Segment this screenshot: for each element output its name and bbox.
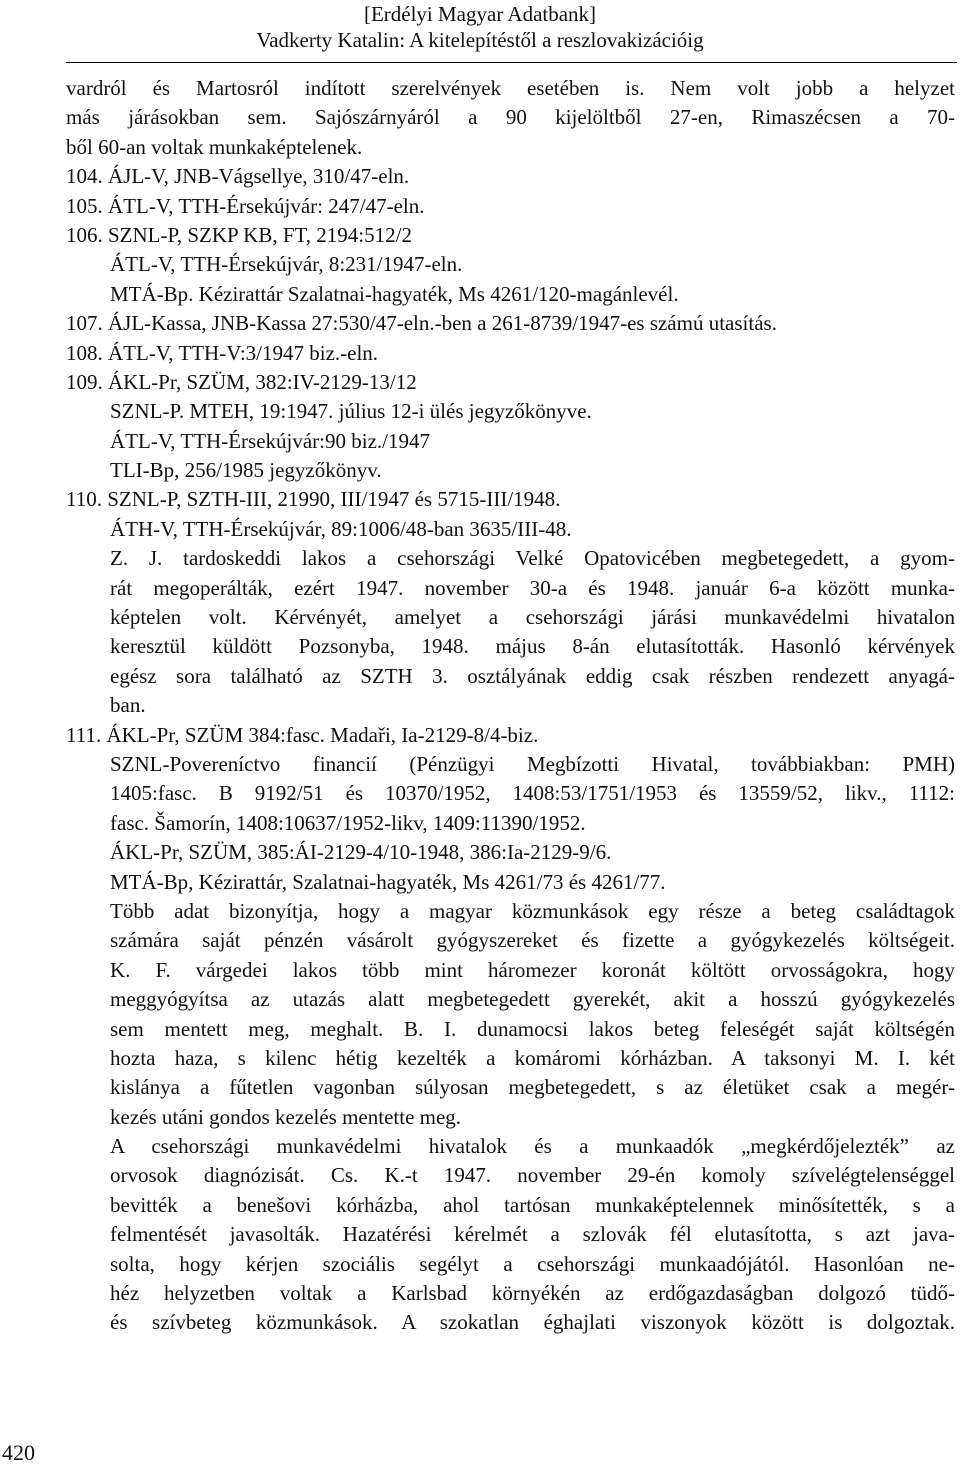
- text-line: SZNL-Povereníctvo financií (Pénzügyi Megbízotti Hivatal, továbbiakban: PMH): [110, 751, 955, 776]
- text-line: orvosok diagnózisát. Cs. K.-t 1947. november 29-én komoly szívelégtelenséggel: [110, 1163, 955, 1188]
- text-line: SZNL-P. MTEH, 19:1947. július 12-i ülés jegyzőkönyve.: [110, 399, 592, 424]
- text-line: felmentését javasolták. Hazatérési kérelmét a szlovák fél elutasította, s azt java-: [110, 1222, 955, 1247]
- text-line: 106. SZNL-P, SZKP KB, FT, 2194:512/2: [66, 222, 412, 247]
- text-line: Több adat bizonyítja, hogy a magyar közmunkások egy része a beteg családtagok: [110, 898, 955, 923]
- text-line: meggyógyítsa az utazás alatt megbetegedett gyerekét, akit a hosszú gyógykezelés: [110, 987, 955, 1012]
- text-line: hozta haza, s kilenc hétig kezelték a komáromi kórházban. A taksonyi M. I. két: [110, 1045, 955, 1070]
- header-title: Vadkerty Katalin: A kitelepítéstől a reszlovakizációig: [256, 28, 704, 52]
- text-line: kislánya a fűtetlen vagonban súlyosan megbetegedett, s az életüket csak a megér-: [110, 1075, 955, 1100]
- text-line: 108. ÁTL-V, TTH-V:3/1947 biz.-eln.: [66, 340, 379, 365]
- header-source: [Erdélyi Magyar Adatbank]: [363, 2, 597, 26]
- body-text: [66, 74, 955, 1338]
- text-line: TLI-Bp, 256/1985 jegyzőkönyv.: [110, 458, 382, 483]
- text-line: ből 60-an voltak munkaképtelenek.: [66, 134, 363, 159]
- text-line: bevitték a benešovi kórházba, ahol tartósan munkaképtelennek minősítették, s a: [110, 1192, 955, 1217]
- text-line: A csehországi munkavédelmi hivatalok és a munkaadók „megkérdőjelezték” az: [110, 1134, 955, 1159]
- text-line: 109. ÁKL-Pr, SZÜM, 382:IV-2129-13/12: [66, 369, 417, 394]
- text-line: más járásokban sem. Sajószárnyáról a 90 kijelöltből 27-en, Rimaszécsen a 70-: [66, 105, 955, 130]
- text-line: rát megoperálták, ezért 1947. november 30-a és 1948. január 6-a között munka-: [110, 575, 955, 600]
- text-line: 111. ÁKL-Pr, SZÜM 384:fasc. Madaři, Ia-2129-8/4-biz.: [66, 722, 539, 747]
- text-line: solta, hogy kérjen szociális segélyt a csehországi munkaadójától. Hasonlóan ne-: [110, 1251, 955, 1276]
- text-line: képtelen volt. Kérvényét, amelyet a csehországi járási munkavédelmi hivatalon: [110, 605, 955, 630]
- text-line: 105. ÁTL-V, TTH-Érsekújvár: 247/47-eln.: [66, 193, 425, 218]
- page-number: 420: [2, 1440, 35, 1465]
- text-line: K. F. várgedei lakos több mint háromezer koronát költött orvosságokra, hogy: [110, 957, 955, 982]
- text-line: és szívbeteg közmunkások. A szokatlan éghajlati viszonyok között is dolgoztak.: [110, 1310, 955, 1335]
- text-line: ÁTL-V, TTH-Érsekújvár:90 biz./1947: [110, 428, 430, 453]
- text-line: 110. SZNL-P, SZTH-III, 21990, III/1947 és 5715-III/1948.: [66, 487, 561, 512]
- text-line: MTÁ-Bp, Kézirattár, Szalatnai-hagyaték, Ms 4261/73 és 4261/77.: [110, 869, 666, 894]
- text-line: kezés utáni gondos kezelés mentette meg.: [110, 1104, 462, 1129]
- text-line: héz helyzetben voltak a Karlsbad környékén az erdőgazdaságban dolgozó tüdő-: [110, 1281, 955, 1306]
- text-line: sem mentett meg, meghalt. B. I. dunamocsi lakos beteg feleségét saját költségén: [110, 1016, 955, 1041]
- header-rule: [66, 62, 957, 63]
- text-line: 107. ÁJL-Kassa, JNB-Kassa 27:530/47-eln.-ben a 261-8739/1947-es számú utasítás.: [66, 311, 777, 336]
- text-line: számára saját pénzén vásárolt gyógyszereket és fizette a gyógykezelés költségeit.: [110, 928, 955, 953]
- text-line: ÁTL-V, TTH-Érsekújvár, 8:231/1947-eln.: [110, 252, 463, 277]
- text-line: ÁKL-Pr, SZÜM, 385:ÁI-2129-4/10-1948, 386:Ia-2129-9/6.: [110, 840, 612, 865]
- text-line: Z. J. tardoskeddi lakos a csehországi Velké Opatovicében megbetegedett, a gyom-: [110, 546, 955, 571]
- text-line: ban.: [110, 693, 146, 718]
- text-line: 104. ÁJL-V, JNB-Vágsellye, 310/47-eln.: [66, 164, 410, 189]
- text-line: vardról és Martosról indított szerelvények esetében is. Nem volt jobb a helyzet: [66, 76, 955, 100]
- text-line: MTÁ-Bp. Kézirattár Szalatnai-hagyaték, Ms 4261/120-magánlevél.: [110, 281, 679, 306]
- text-line: keresztül küldött Pozsonyba, 1948. május 8-án elutasították. Hasonló kérvények: [110, 634, 955, 659]
- text-line: fasc. Šamorín, 1408:10637/1952-likv, 1409:11390/1952.: [110, 810, 586, 835]
- text-line: egész sora található az SZTH 3. osztályának eddig csak részben rendezett anyagá-: [110, 663, 955, 688]
- text-line: 1405:fasc. B 9192/51 és 10370/1952, 1408:53/1751/1953 és 13559/52, likv., 1112:: [110, 781, 955, 806]
- text-line: ÁTH-V, TTH-Érsekújvár, 89:1006/48-ban 3635/III-48.: [110, 516, 572, 541]
